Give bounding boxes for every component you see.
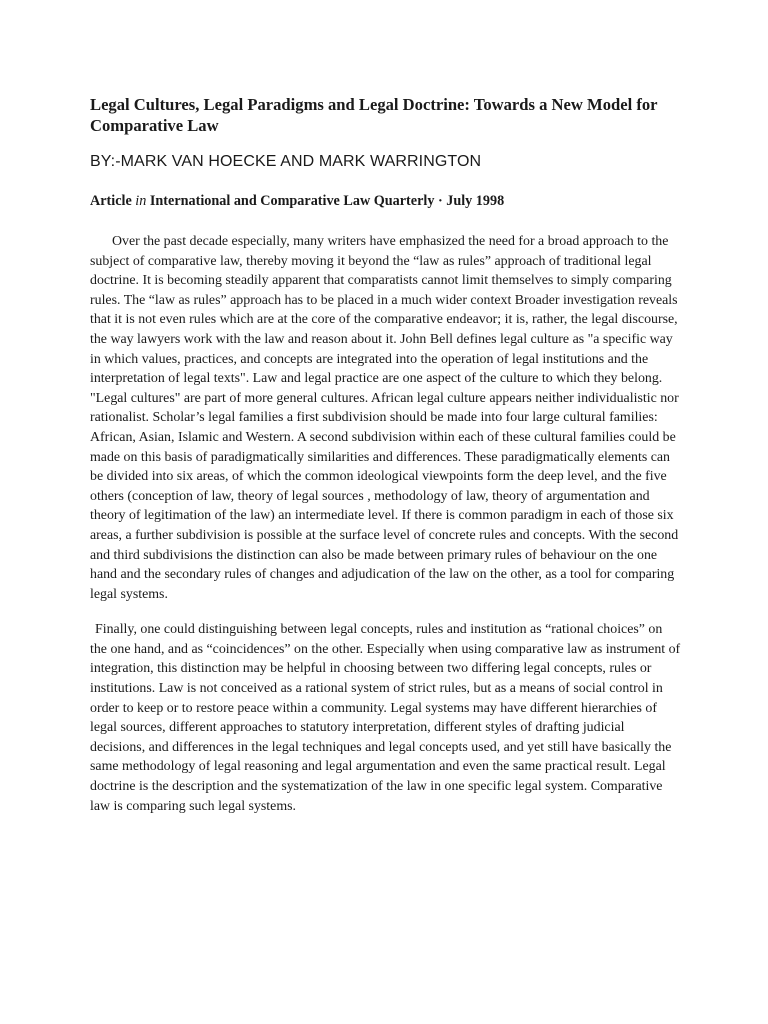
article-journal: International and Comparative Law Quarterly · July 1998 <box>149 193 505 209</box>
body-paragraph-1: Over the past decade especially, many writers have emphasized the need for a broad approach to the subject of comparative law, thereby moving it beyond the “law as rules” approach of traditional legal doctrine. It is becoming steadily apparent that comparatists cannot limit themselves to simply comparing rules. The “law as rules” approach has to be placed in a much wider context Broader investigation reveals that it is not even rules which are at the core of the comparative endeavor; it is, rather, the legal discourse, the way lawyers work with the law and reason about it. John Bell defines legal culture as "a specific way in which values, practices, and concepts are integrated into the operation of legal institutions and the interpretation of legal texts". Law and legal practice are one aspect of the culture to which they belong. "Legal cultures" are part of more general cultures. African legal culture appears neither individualistic nor rationalist. Scholar’s legal families a first subdivision should be made into four large cultural families: African, Asian, Islamic and Western. A second subdivision within each of these cultural families could be made on this basis of paradigmatically similarities and differences. These paradigmatically elements can be divided into six areas, of which the common ideological viewpoints form the deep level, and the five others (conception of law, theory of legal sources , methodology of law, theory of argumentation and theory of legitimation of the law) an intermediate level. If there is common paradigm in each of those six areas, a further subdivision is possible at the surface level of concrete rules and concepts. With the second and third subdivisions the distinction can also be made between primary rules of behaviour on the one hand and the secondary rules of changes and adjudication of the law on the other, as a tool for comparing legal systems. <box>90 234 679 602</box>
article-prefix: Article <box>90 193 132 209</box>
document-page <box>90 94 682 816</box>
body-paragraph-2: Finally, one could distinguishing between legal concepts, rules and institution as “rational choices” on the one hand, and as “coincidences” on the other. Especially when using comparative law as instrument of integration, this distinction may be helpful in choosing between two differing legal concepts, rules or institutions. Law is not conceived as a rational system of strict rules, but as a means of social control in order to keep or to restore peace within a community. Legal systems may have different hierarchies of legal sources, different approaches to statutory interpretation, different styles of drafting judicial decisions, and differences in the legal techniques and legal concepts used, and yet still have basically the same methodology of legal reasoning and legal argumentation and even the same practical result. Legal doctrine is the description and the systematization of the law in one specific legal system. Comparative law is comparing such legal systems. <box>90 622 681 814</box>
article-citation <box>90 192 682 210</box>
document-title: Legal Cultures, Legal Paradigms and Legal Doctrine: Towards a New Model for Comparative Law <box>90 95 658 135</box>
document-authors: BY:-MARK VAN HOECKE AND MARK WARRINGTON <box>90 153 482 170</box>
article-in: in <box>135 193 147 209</box>
